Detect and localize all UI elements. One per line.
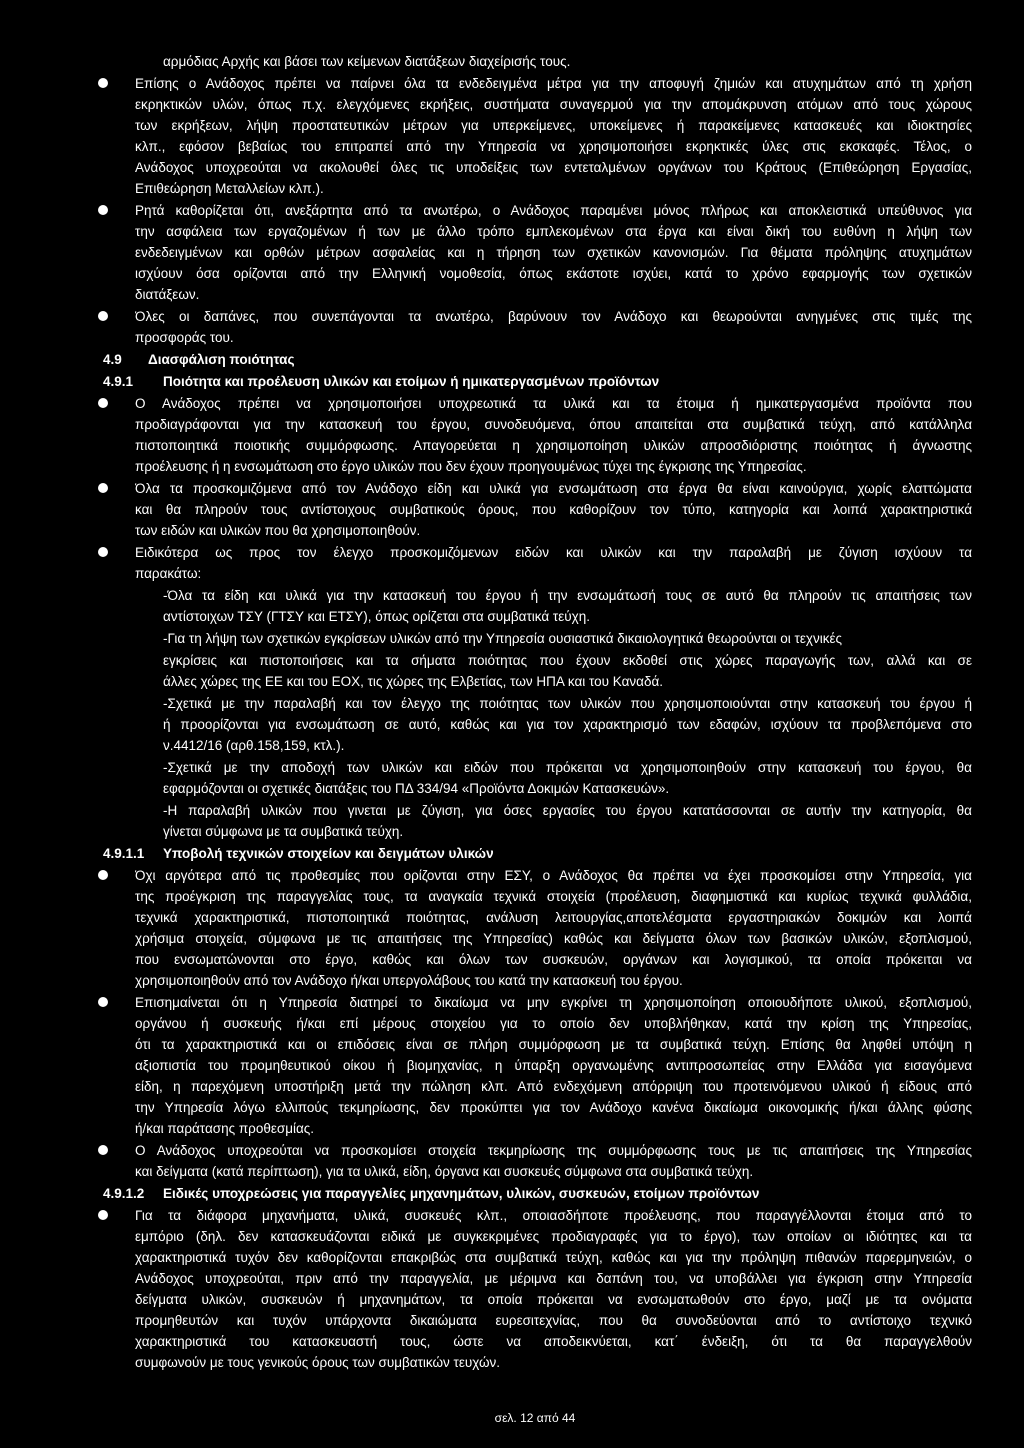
text-line: προμηθευτών και τυχόν υπάρχοντα δικαιώματα ευρεσιτεχνίας, που θα συνοδεύονται από το αντίστοιχο τεχνικό: [135, 1313, 972, 1328]
paragraph-text: [135, 865, 972, 991]
paragraph-text: [163, 51, 972, 72]
bullet-paragraph: [98, 1140, 972, 1182]
text-line: οργάνου ή συσκευής ή/και επί μέρους στοιχείου για το οποίο δεν υποβλήθηκαν, κατά την κρίση της Υπηρεσίας,: [135, 1016, 972, 1031]
text-line: τεχνικά χαρακτηριστικά, πιστοποιητικά ποιότητας, ανάλυση λειτουργίας,αποτελέσματα εργαστηριακών δοκιμών και λοιπά: [135, 910, 972, 925]
text-line: Επίσης ο Ανάδοχος πρέπει να παίρνει όλα τα ενδεδειγμένα μέτρα για την αποφυγή ζημιών και ατυχημάτων από τη χρήση: [135, 76, 972, 91]
paragraph-text: [135, 542, 972, 584]
paragraph-text: [163, 628, 972, 649]
text-line: δείγματα υλικών, συσκευών ή μηχανημάτων, τα οποία πρόκειται να ενσωματωθούν στο έργο, μαζί με τα ονόματα: [135, 1292, 972, 1307]
text-line: -Για τη λήψη των σχετικών εγκρίσεων υλικών από την Υπηρεσία ουσιαστικά δικαιολογητικά θεωρούνται οι τεχνικές: [163, 631, 843, 646]
text-line: Ανάδοχος υποχρεούται, πριν από την παραγγελία, με μέριμνα και δαπάνη του, να υποβάλλει για έγκριση στην Υπηρεσία: [135, 1271, 972, 1286]
text-line: αξιοπιστία του προμηθευτικού οίκου ή βιομηχανίας, η ύπαρξη οργανωμένης αντιπροσωπείας στην Ελλάδα για εισαγόμενα: [135, 1058, 972, 1073]
text-line: εκρηκτικών υλών, όπως π.χ. ελεγχόμενες εκρήξεις, συστήματα συναγερμού για την απομάκρυνση ατόμων από τους χώρους: [135, 97, 972, 112]
paragraph-text: [163, 585, 972, 627]
bullet-paragraph: [98, 542, 972, 584]
text-line: ή προορίζονται για ενσωμάτωση σε αυτό, καθώς και για τον χαρακτηρισμό των εδαφών, ισχύουν τα προβλεπόμενα στο: [163, 717, 972, 732]
text-line: εγκρίσεις και πιστοποιήσεις και τα σήματα ποιότητας που έχουν εκδοθεί στις χώρες παραγωγής των, αλλά και σε: [163, 653, 972, 668]
text-line: άλλες χώρες της ΕΕ και του ΕΟΧ, τις χώρες της Ελβετίας, των ΗΠΑ και του Καναδά.: [163, 674, 664, 689]
section-title: Ειδικές υποχρεώσεις για παραγγελίες μηχανημάτων, υλικών, συσκευών, ετοίμων προϊόντων: [163, 1186, 760, 1201]
bullet-icon: [98, 870, 108, 880]
bullet-paragraph: [98, 992, 972, 1139]
bullet-paragraph: [98, 200, 972, 305]
indented-paragraph: [98, 693, 972, 756]
paragraph-text: [135, 393, 972, 477]
section-heading: [98, 843, 972, 864]
text-line: αρμόδιας Αρχής και βάσει των κείμενων διατάξεων διαχείρισής τους.: [163, 54, 571, 69]
text-line: παρακάτω:: [135, 566, 202, 581]
text-line: ισχύουν όσα ορίζονται από την Ελληνική νομοθεσία, όπως εκάστοτε ισχύει, κατά το χρόνο εφαρμογής των σχετικών: [135, 266, 972, 281]
indented-paragraph: [98, 650, 972, 692]
text-line: γίνεται σύμφωνα με τα συμβατικά τεύχη.: [163, 824, 404, 839]
bullet-icon: [98, 311, 108, 321]
paragraph-text: [163, 757, 972, 799]
indented-paragraph: [98, 757, 972, 799]
text-line: ή/και παράτασης προθεσμίας.: [135, 1121, 315, 1136]
indented-paragraph: [98, 585, 972, 627]
bullet-paragraph: [98, 865, 972, 991]
paragraph-text: [163, 693, 972, 756]
bullet-icon: [98, 1145, 108, 1155]
text-line: προδιαγράφονται για την κατασκευή του έργου, συνοδευόμενα, όπου απαιτείται στα συμβατικά τεύχη, από κατάλληλα: [135, 417, 972, 432]
paragraph-text: [135, 1140, 972, 1182]
bullet-paragraph: [98, 478, 972, 541]
text-line: είδη, η παρεχόμενη υποστήριξη μετά την πώληση κλπ. Από ενδεχόμενη απόρριψη του προτεινόμενου υλικού ή είδους από: [135, 1079, 972, 1094]
text-line: χαρακτηριστικά τυχόν δεν καθορίζονται επακριβώς στα συμβατικά τεύχη, καθώς και για την πρόληψη πιθανών παρερμηνειών, ο: [135, 1250, 972, 1265]
section-number: 4.9.1.1: [103, 846, 145, 861]
text-line: χρησιμοποιηθούν από τον Ανάδοχο ή/και υπεργολάβους του κατά την κατασκευή του έργου.: [135, 973, 683, 988]
text-line: των εκρήξεων, λήψη προστατευτικών μέτρων για υπερκείμενες, υποκείμενες ή παρακείμενες κατασκευές και ιδιοκτησίες: [135, 118, 972, 133]
text-line: -Σχετικά με την παραλαβή και τον έλεγχο της ποιότητας των υλικών που χρησιμοποιούνται στην κατασκευή του έργου ή: [163, 696, 972, 711]
text-line: -Η παραλαβή υλικών που γινεται με ζύγιση, για όσες εργασίες του έργου κατατάσσονται σε αυτήν την κατηγορία, θα: [163, 803, 972, 818]
indented-paragraph: [98, 628, 972, 649]
text-line: Για τα διάφορα μηχανήματα, υλικά, συσκευές κλπ., οποιασδήποτε προέλευσης, που παραγγέλλονται έτοιμα από το: [135, 1208, 972, 1223]
text-line: Επιθεώρηση Μεταλλείων κλπ.).: [135, 181, 324, 196]
bullet-icon: [98, 398, 108, 408]
section-number: 4.9: [103, 352, 122, 367]
text-line: κλπ., εφόσον βεβαίως του επιτραπεί από την Υπηρεσία να χρησιμοποιήσει εκρηκτικές ύλες στις εκσκαφές. Τέλος, ο: [135, 139, 972, 154]
text-line: διατάξεων.: [135, 287, 200, 302]
text-line: Όχι αργότερα από τις προθεσμίες που ορίζονται στην ΕΣΥ, ο Ανάδοχος θα πρέπει να έχει προσκομίσει στην Υπηρεσία, για: [135, 868, 972, 883]
text-line: την Υπηρεσία λόγω ελλιπούς τεκμηρίωσης, δεν προκύπτει για τον Ανάδοχο κανένα δικαίωμα οικονομικής ή/και άλλης φύσης: [135, 1100, 972, 1115]
text-line: και θα πληρούν τους αντίστοιχους συμβατικούς όρους, που καθορίζουν τον τύπο, κατηγορία και λοιπά χαρακτηριστικά: [135, 502, 972, 517]
text-line: Ειδικότερα ως προς τον έλεγχο προσκομιζόμενων ειδών και υλικών και την παραλαβή με ζύγιση ισχύουν τα: [135, 545, 972, 560]
section-number: 4.9.1.2: [103, 1186, 145, 1201]
text-line: ενδεδειγμένων και ορθών μέτρων ασφαλείας και η τήρηση των σχετικών κανονισμών. Για θέματα πρόληψης ατυχημάτων: [135, 245, 972, 260]
section-title: Ποιότητα και προέλευση υλικών και ετοίμων ή ημικατεργασμένων προϊόντων: [163, 374, 660, 389]
bullet-icon: [98, 997, 108, 1007]
paragraph-text: [163, 650, 972, 692]
indented-paragraph: [98, 800, 972, 842]
text-line: της προέγκριση της παραγγελίας τους, τα αναγκαία τεχνικά στοιχεία (προέλευση, διαφημιστικά και κυρίως τεχνικά φυλλάδια,: [135, 889, 972, 904]
section-title: Διασφάλιση ποιότητας: [148, 352, 295, 367]
paragraph-text: [135, 1205, 972, 1373]
bullet-paragraph: [98, 73, 972, 199]
text-line: -Όλα τα είδη και υλικά για την κατασκευή του έργου ή την ενσωμάτωσή τους σε αυτό θα πληρούν τις απαιτήσεις των: [163, 588, 972, 603]
bullet-icon: [98, 205, 108, 215]
text-line: ότι τα χαρακτηριστικά και οι επιδόσεις είναι σε πλήρη συμμόρφωση με τα συμβατικά τεύχη. Επίσης θα ληφθεί υπόψη η: [135, 1037, 972, 1052]
section-heading: [98, 371, 972, 392]
section-heading: [98, 349, 972, 370]
text-line: ν.4412/16 (αρθ.158,159, κτλ.).: [163, 738, 345, 753]
bullet-paragraph: [98, 1205, 972, 1373]
text-line: Ο Ανάδοχος υποχρεούται να προσκομίσει στοιχεία τεκμηρίωσης της συμμόρφωσης τους με τις απαιτήσεις της Υπηρεσίας: [135, 1143, 972, 1158]
text-line: εφαρμόζονται οι σχετικές διατάξεις του ΠΔ 334/94 «Προϊόντα Δοκιμών Κατασκευών».: [163, 781, 670, 796]
section-title: Υποβολή τεχνικών στοιχείων και δειγμάτων υλικών: [163, 846, 494, 861]
text-line: συμφωνούν με τους γενικούς όρους των συμβατικών τευχών.: [135, 1355, 501, 1370]
bullet-icon: [98, 547, 108, 557]
bullet-icon: [98, 78, 108, 88]
text-line: αντίστοιχων ΤΣΥ (ΓΤΣΥ και ΕΤΣΥ), όπως ορίζεται στα συμβατικά τεύχη.: [163, 609, 590, 624]
bullet-paragraph: [98, 393, 972, 477]
page-number: σελ. 12 από 44: [494, 1411, 576, 1425]
text-line: την ασφάλεια των εργαζομένων ή των με άλλο τρόπο εμπλεκομένων στα έργα και είναι δική του ευθύνη η λήψη των: [135, 224, 972, 239]
bullet-paragraph: [98, 306, 972, 348]
bullet-icon: [98, 1210, 108, 1220]
section-heading: [98, 1183, 972, 1204]
paragraph-text: [135, 306, 972, 348]
text-line: Ρητά καθορίζεται ότι, ανεξάρτητα από τα ανωτέρω, ο Ανάδοχος παραμένει μόνος πλήρως και αποκλειστικά υπεύθυνος για: [135, 203, 972, 218]
document-body: [98, 50, 972, 1373]
text-line: Επισημαίνεται ότι η Υπηρεσία διατηρεί το δικαίωμα να μην εγκρίνει τη χρησιμοποίηση οποιουδήποτε υλικού, εξοπλισμού,: [135, 995, 972, 1010]
text-line: Ανάδοχος υποχρεούται να ακολουθεί όλες τις υποδείξεις των εντεταλμένων οργάνων του Κράτους (Επιθεώρηση Εργασίας,: [135, 160, 972, 175]
section-number: 4.9.1: [103, 374, 134, 389]
text-line: χαρακτηριστικά του κατασκευαστή τους, ώστε να αποδεικνύεται, κατ΄ ένδειξη, ότι τα θα παραγγελθούν: [135, 1334, 972, 1349]
text-line: Όλα τα προσκομιζόμενα από τον Ανάδοχο είδη και υλικά για ενσωμάτωση στα έργα θα είναι καινούργια, χωρίς ελαττώματα: [135, 481, 972, 496]
text-line: των ειδών και υλικών που θα χρησιμοποιηθούν.: [135, 523, 421, 538]
indented-paragraph: [98, 51, 972, 72]
text-line: -Σχετικά με την αποδοχή των υλικών και ειδών που πρόκειται να χρησιμοποιηθούν στην κατασκευή του έργου, θα: [163, 760, 972, 775]
paragraph-text: [135, 73, 972, 199]
text-line: χρήσιμα στοιχεία, σύμφωνα με τις απαιτήσεις της Υπηρεσίας) καθώς και δείγματα όλων των βασικών υλικών, εξοπλισμού,: [135, 931, 972, 946]
text-line: και δείγματα (κατά περίπτωση), για τα υλικά, είδη, όργανα και συσκευές σύμφωνα στα συμβατικά τεύχη.: [135, 1164, 754, 1179]
text-line: πιστοποιητικά ποιοτικής συμμόρφωσης. Απαγορεύεται η χρησιμοποίηση υλικών απροσδιόριστης ποιότητας ή άγνωστης: [135, 438, 972, 453]
text-line: που ενσωματώνονται στο έργο, καθώς και όλων των συσκευών, οργάνων και λογισμικού, τα οποία πρόκειται να: [135, 952, 972, 967]
text-line: εμπόριο (δηλ. δεν κατασκευάζονται ειδικά με συγκεκριμένες προδιαγραφές για το έργο), των οποίων οι ιδιότητες και τα: [135, 1229, 972, 1244]
paragraph-text: [163, 800, 972, 842]
text-line: προσφοράς του.: [135, 330, 234, 345]
text-line: Ο Ανάδοχος πρέπει να χρησιμοποιήσει υποχρεωτικά τα υλικά και τα έτοιμα ή ημικατεργασμένα προϊόντα που: [135, 396, 972, 411]
paragraph-text: [135, 478, 972, 541]
bullet-icon: [98, 483, 108, 493]
text-line: Όλες οι δαπάνες, που συνεπάγονται τα ανωτέρω, βαρύνουν τον Ανάδοχο και θεωρούνται ανηγμένες στις τιμές της: [135, 309, 972, 324]
paragraph-text: [135, 992, 972, 1139]
paragraph-text: [135, 200, 972, 305]
text-line: προέλευσης ή η ενσωμάτωση στο έργο υλικών που δεν έχουν προηγουμένως τύχει της έγκρισης της Υπηρεσίας.: [135, 459, 807, 474]
